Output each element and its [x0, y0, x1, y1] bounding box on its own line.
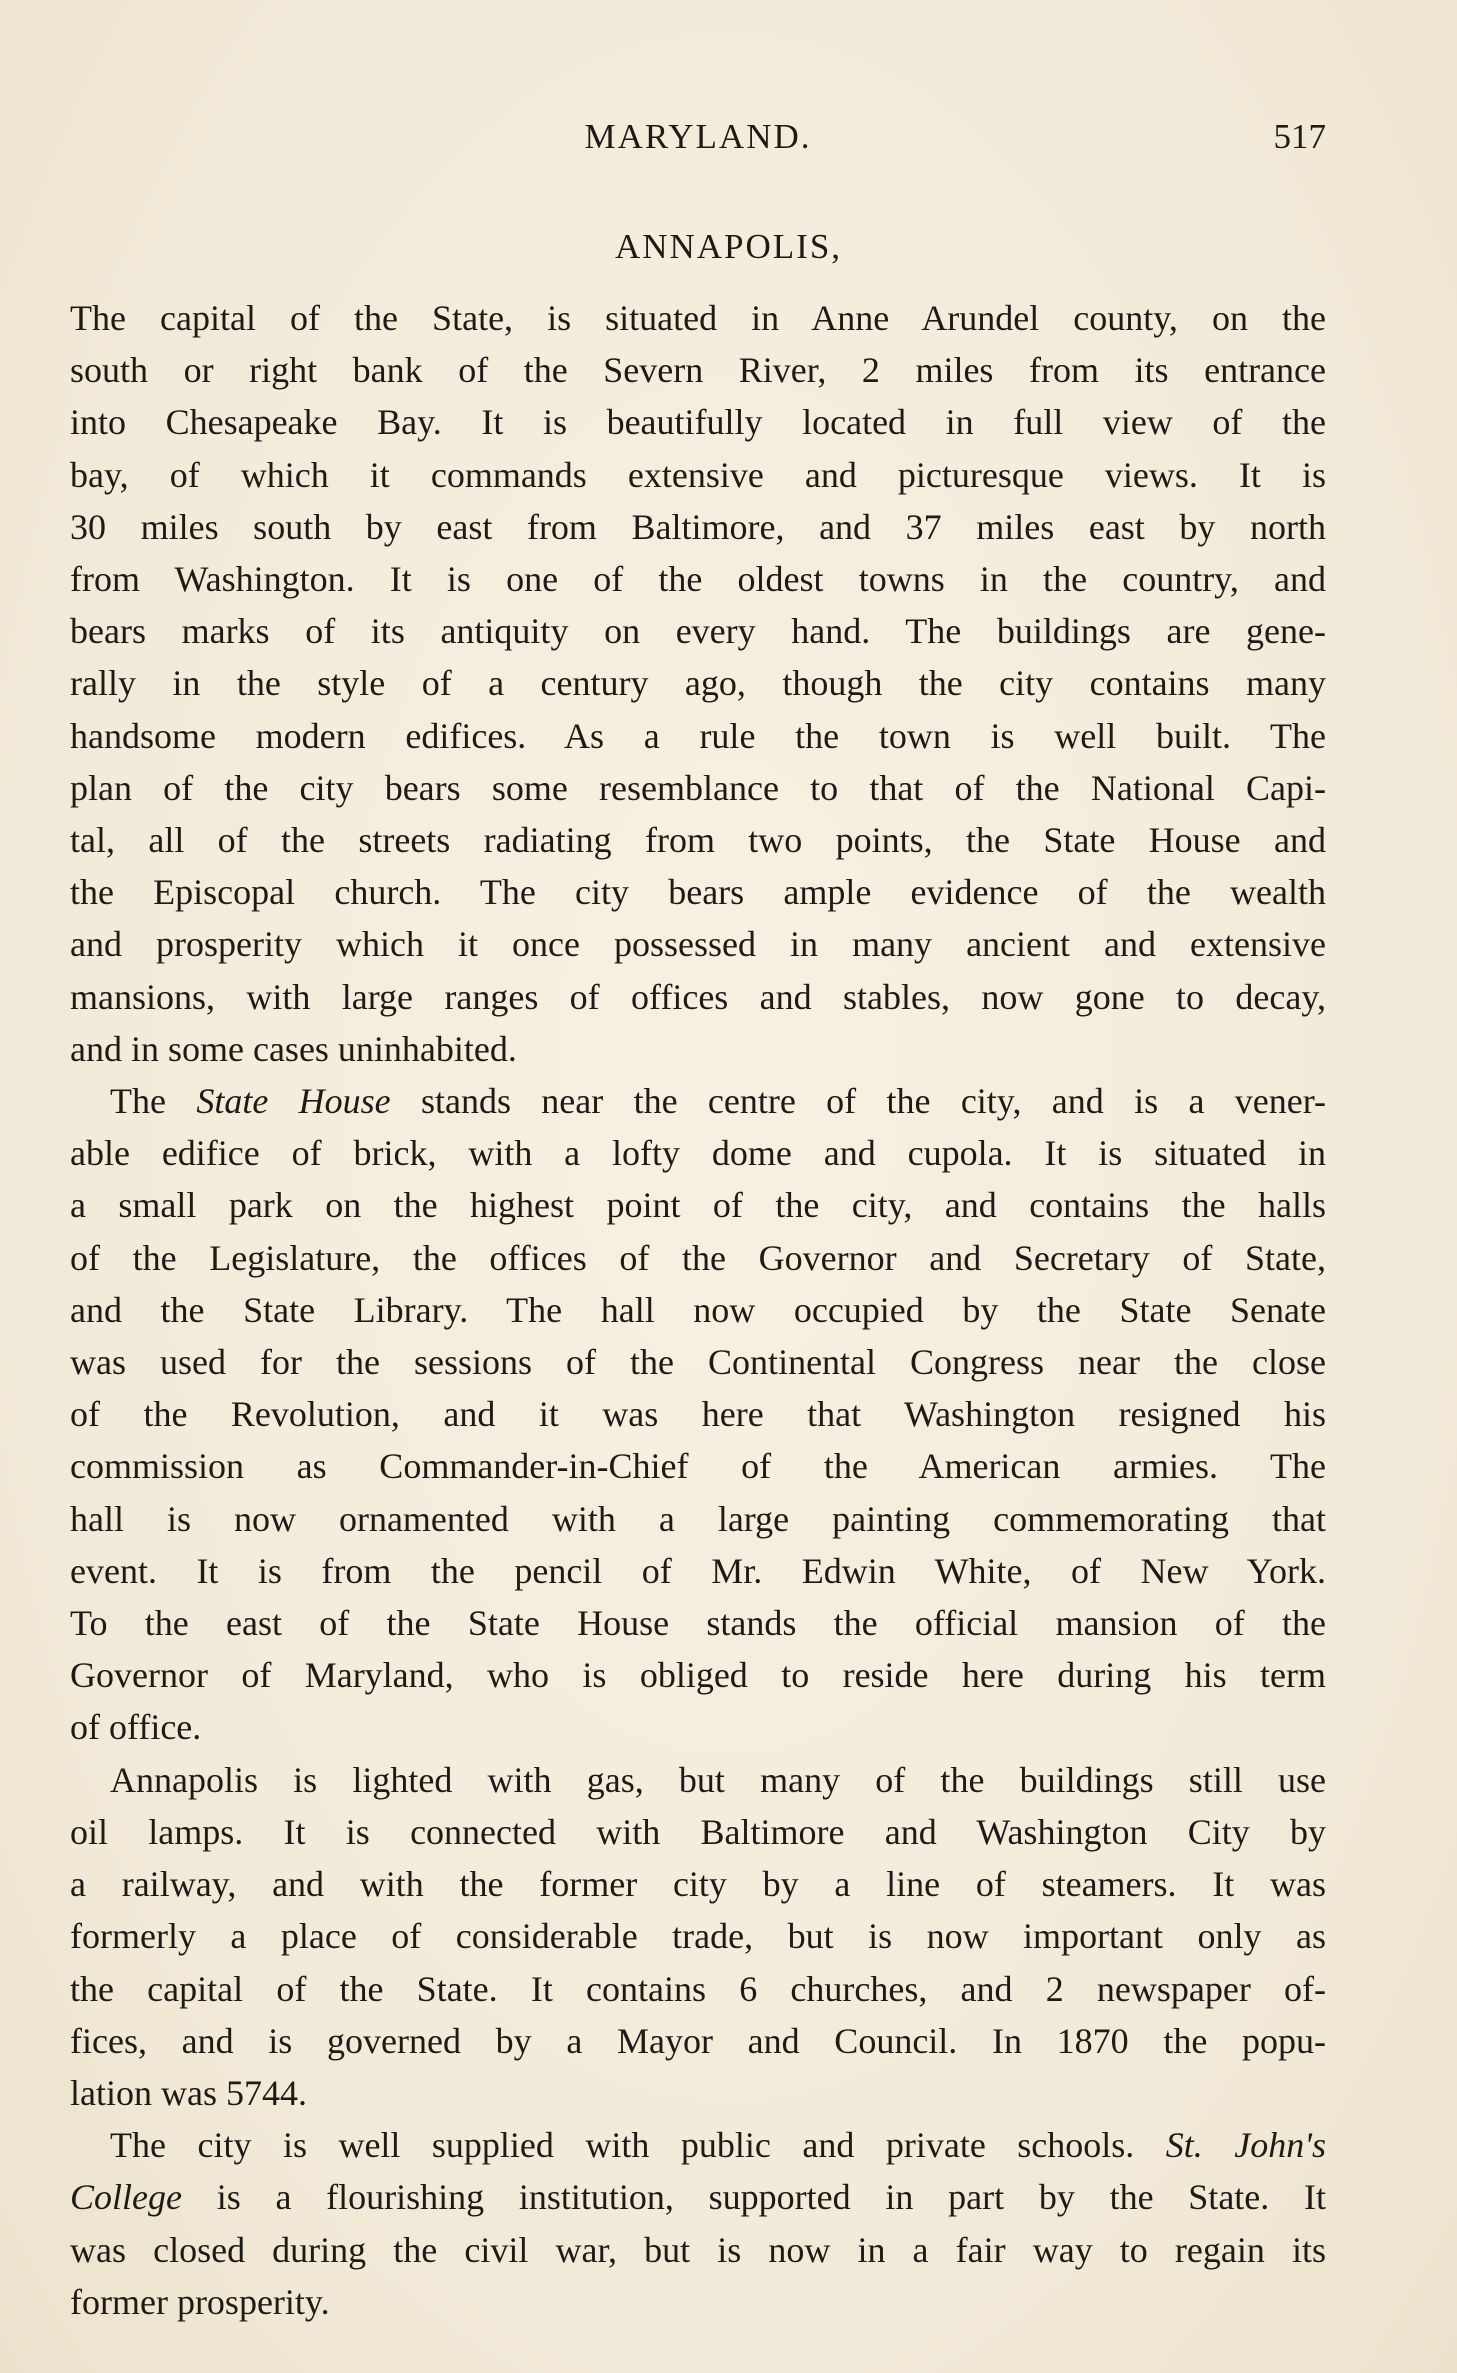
text-line: a small park on the highest point of the city, and contains the halls: [70, 1185, 1326, 1226]
text-line: bears marks of its antiquity on every hand. The buildings are gene-: [70, 611, 1326, 652]
text-line: [70, 2171, 1326, 2223]
text-line: event. It is from the pencil of Mr. Edwin White, of New York.: [70, 1550, 1326, 1591]
text-run: stands near the centre of the city, and is a vener-: [390, 1081, 1326, 1122]
text-line: handsome modern edifices. As a rule the town is well built. The: [70, 715, 1326, 756]
text-run: is a flourishing institution, supported in part by the State. It: [181, 2177, 1326, 2218]
text-line: lation was 5744.: [70, 2072, 307, 2113]
text-line: the Episcopal church. The city bears ample evidence of the wealth: [70, 872, 1326, 913]
text-line: bay, of which it commands extensive and picturesque views. It is: [70, 454, 1326, 495]
text-line: 30 miles south by east from Baltimore, and 37 miles east by north: [70, 506, 1326, 547]
text-line: tal, all of the streets radiating from two points, the State House and: [70, 820, 1326, 861]
text-line: hall is now ornamented with a large painting commemorating that: [70, 1498, 1326, 1539]
section-title: ANNAPOLIS,: [614, 227, 843, 266]
body-text: [70, 292, 1326, 2328]
paragraph-state-house: [70, 1075, 1326, 1754]
text-line: The capital of the State, is situated in Anne Arundel county, on the: [70, 298, 1326, 338]
text-line: [70, 1075, 1326, 1127]
text-line: the capital of the State. It contains 6 churches, and 2 newspaper of-: [70, 1968, 1326, 2009]
text-line: of the Legislature, the offices of the Governor and Secretary of State,: [70, 1237, 1326, 1278]
text-line: plan of the city bears some resemblance to that of the National Capi-: [70, 767, 1326, 808]
paragraph-intro: [70, 292, 1326, 1075]
text-line: oil lamps. It is connected with Baltimore and Washington City by: [70, 1811, 1326, 1852]
text-run: The: [110, 1081, 197, 1122]
text-line: and in some cases uninhabited.: [70, 1028, 517, 1069]
italic-term-college: College: [70, 2177, 182, 2218]
text-run: The city is well supplied with public and private schools.: [110, 2125, 1166, 2166]
italic-term-state-house: State House: [196, 1081, 391, 1122]
text-line: former prosperity.: [70, 2281, 330, 2322]
text-line: fices, and is governed by a Mayor and Council. In 1870 the popu-: [70, 2020, 1326, 2061]
running-head: [70, 112, 1326, 162]
text-line: a railway, and with the former city by a line of steamers. It was: [70, 1864, 1326, 1905]
text-line: Annapolis is lighted with gas, but many of the buildings still use: [110, 1759, 1326, 1800]
text-line: mansions, with large ranges of offices and stables, now gone to decay,: [70, 976, 1326, 1017]
page-number: 517: [1273, 117, 1326, 156]
text-line: formerly a place of considerable trade, but is now important only as: [70, 1916, 1326, 1957]
text-line: and prosperity which it once possessed in many ancient and extensive: [70, 924, 1326, 965]
text-line: was used for the sessions of the Continental Congress near the close: [70, 1342, 1326, 1383]
text-line: of the Revolution, and it was here that Washington resigned his: [70, 1394, 1326, 1435]
text-line: was closed during the civil war, but is now in a fair way to regain its: [70, 2229, 1326, 2270]
text-line: To the east of the State House stands the official mansion of the: [70, 1603, 1326, 1644]
text-line: south or right bank of the Severn River, 2 miles from its entrance: [70, 350, 1326, 391]
text-line: Governor of Maryland, who is obliged to reside here during his term: [70, 1655, 1326, 1696]
text-line: rally in the style of a century ago, though the city contains many: [70, 663, 1326, 704]
text-line: of office.: [70, 1707, 202, 1748]
text-line: [70, 2119, 1326, 2171]
paragraph-schools: [70, 2119, 1326, 2328]
text-line: able edifice of brick, with a lofty dome and cupola. It is situated in: [70, 1133, 1326, 1174]
text-line: commission as Commander-in-Chief of the American armies. The: [70, 1446, 1326, 1487]
text-line: into Chesapeake Bay. It is beautifully located in full view of the: [70, 402, 1326, 443]
running-title: MARYLAND.: [584, 117, 812, 156]
italic-term-st-johns: St. John's: [1165, 2125, 1326, 2166]
text-line: and the State Library. The hall now occupied by the State Senate: [70, 1289, 1326, 1330]
text-line: from Washington. It is one of the oldest towns in the country, and: [70, 559, 1326, 600]
paragraph-lighting-trade: [70, 1754, 1326, 2119]
